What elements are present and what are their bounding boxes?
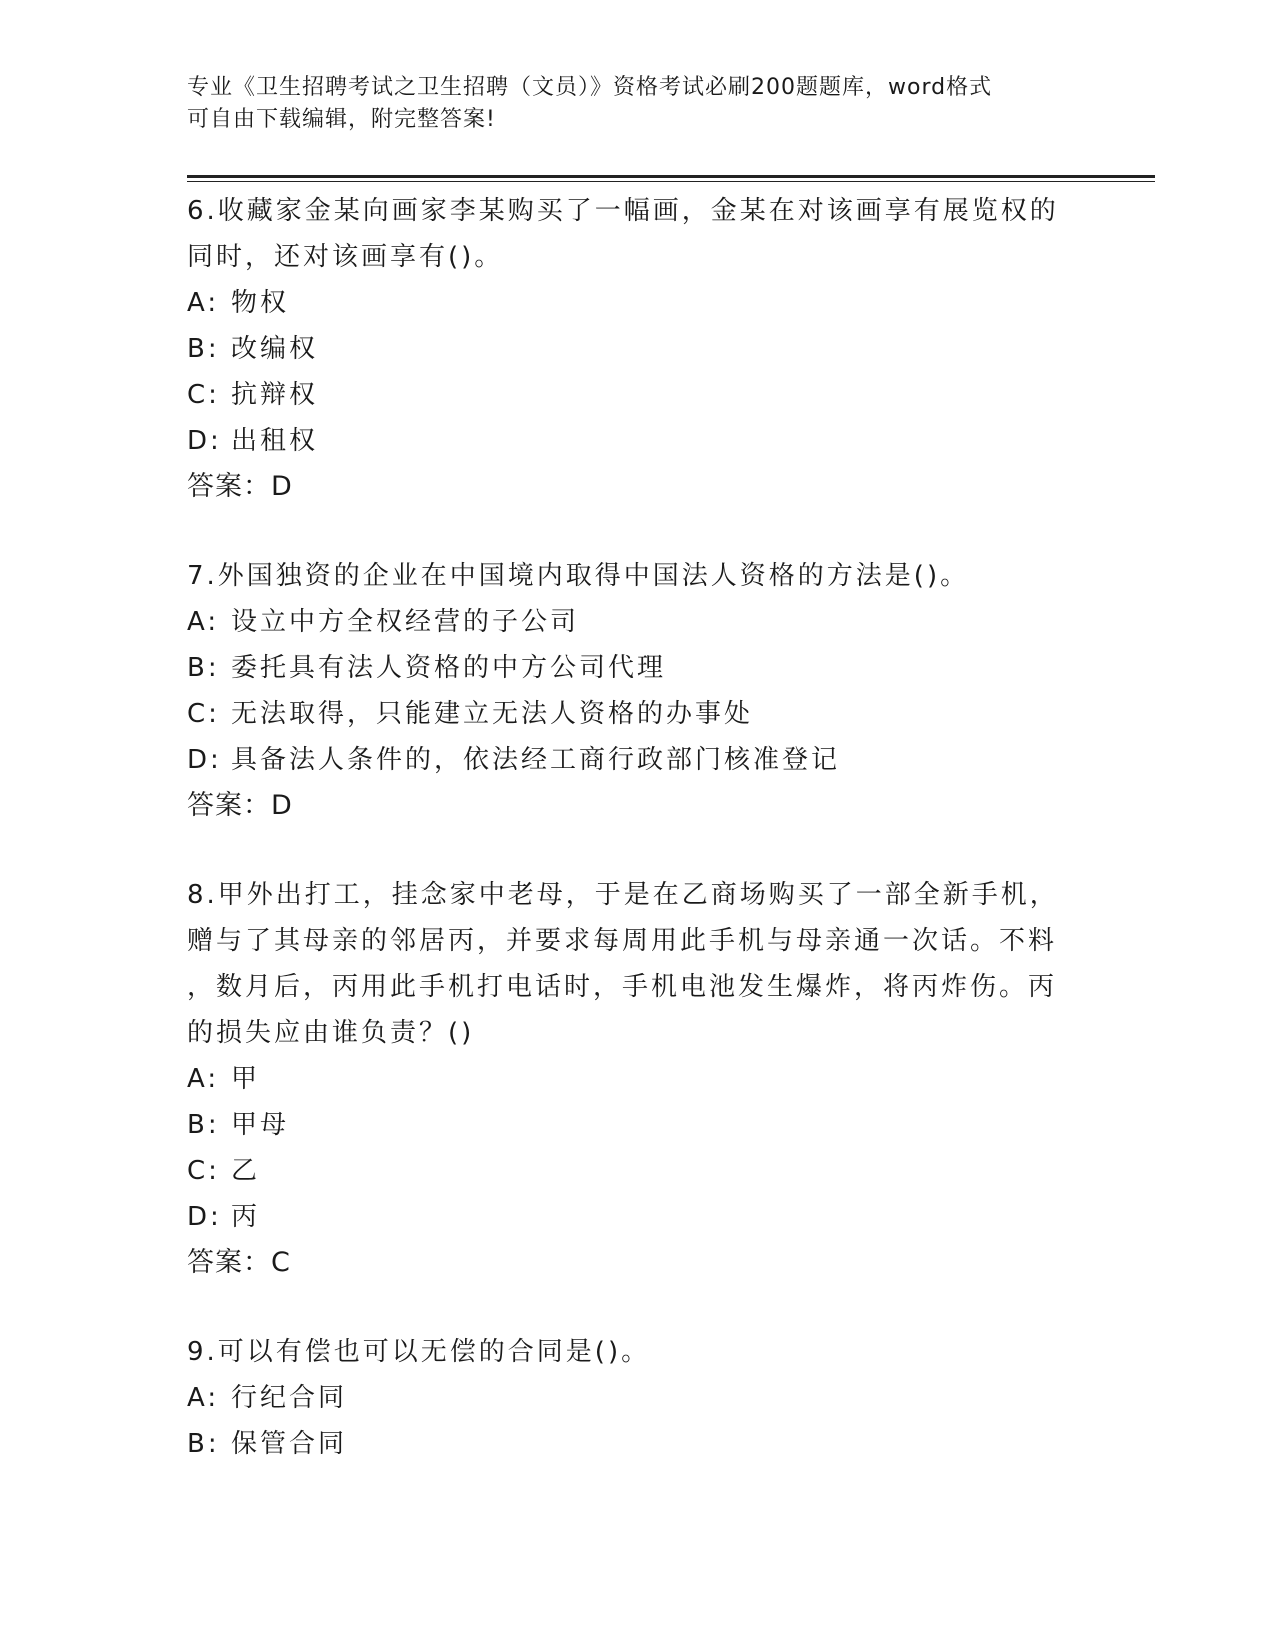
option-key: B: [187, 334, 220, 364]
option-text: 甲母 [231, 1110, 290, 1140]
option-d [187, 1194, 1087, 1240]
option-key: C: [187, 1156, 220, 1186]
option-text: 行纪合同 [231, 1383, 348, 1413]
option-b [187, 645, 1087, 691]
option-text: 具备法人条件的，依法经工商行政部门核准登记 [231, 745, 841, 775]
option-text: 甲 [231, 1064, 261, 1094]
option-d [187, 737, 1087, 783]
header-line-2: 可自由下载编辑，附完整答案! [187, 107, 496, 132]
question-list [187, 188, 1087, 1510]
header-divider-thin [187, 181, 1155, 182]
question-stem-line: 同时，还对该画享有()。 [187, 242, 504, 272]
option-key: D: [187, 1202, 222, 1232]
option-text: 无法取得，只能建立无法人资格的办事处 [231, 699, 754, 729]
answer-line: 答案：D [187, 790, 293, 821]
question-9 [187, 1329, 1087, 1467]
question-stem-line: 赠与了其母亲的邻居丙，并要求每周用此手机与母亲通一次话。不料 [187, 926, 1058, 956]
question-stem-line: 6.收藏家金某向画家李某购买了一幅画，金某在对该画享有展览权的 [187, 196, 1059, 226]
option-key: A: [187, 1064, 220, 1094]
option-text: 物权 [231, 288, 290, 318]
option-text: 改编权 [231, 334, 319, 364]
option-text: 委托具有法人资格的中方公司代理 [231, 653, 667, 683]
option-a [187, 1056, 1087, 1102]
question-stem-line: 的损失应由谁负责？() [187, 1018, 475, 1048]
header-line-1: 专业《卫生招聘考试之卫生招聘（文员）》资格考试必刷200题题库，word格式 [187, 75, 993, 100]
option-text: 抗辩权 [231, 380, 319, 410]
header-divider-thick [187, 175, 1155, 178]
option-key: A: [187, 288, 220, 318]
question-6 [187, 188, 1087, 510]
option-text: 丙 [231, 1202, 261, 1232]
option-d [187, 418, 1087, 464]
option-c [187, 372, 1087, 418]
option-b [187, 1421, 1087, 1467]
option-key: B: [187, 653, 220, 683]
question-7 [187, 553, 1087, 829]
option-key: D: [187, 745, 222, 775]
option-a [187, 599, 1087, 645]
question-stem-line: 7.外国独资的企业在中国境内取得中国法人资格的方法是()。 [187, 561, 970, 591]
option-text: 出租权 [231, 426, 319, 456]
option-b [187, 326, 1087, 372]
question-stem-line: 9.可以有偿也可以无偿的合同是()。 [187, 1337, 651, 1367]
option-key: B: [187, 1429, 220, 1459]
question-stem-line: 8.甲外出打工，挂念家中老母，于是在乙商场购买了一部全新手机， [187, 880, 1059, 910]
option-a [187, 1375, 1087, 1421]
option-key: C: [187, 699, 220, 729]
option-key: D: [187, 426, 222, 456]
option-c [187, 1148, 1087, 1194]
question-stem-line: ，数月后，丙用此手机打电话时，手机电池发生爆炸，将丙炸伤。丙 [187, 972, 1058, 1002]
option-key: A: [187, 1383, 220, 1413]
option-key: B: [187, 1110, 220, 1140]
question-8 [187, 872, 1087, 1286]
document-header [187, 72, 1087, 136]
option-b [187, 1102, 1087, 1148]
answer-line: 答案：C [187, 1247, 291, 1278]
option-a [187, 280, 1087, 326]
option-text: 乙 [231, 1156, 261, 1186]
option-text: 设立中方全权经营的子公司 [231, 607, 580, 637]
option-key: A: [187, 607, 220, 637]
answer-line: 答案：D [187, 471, 293, 502]
option-text: 保管合同 [231, 1429, 348, 1459]
option-key: C: [187, 380, 220, 410]
option-c [187, 691, 1087, 737]
